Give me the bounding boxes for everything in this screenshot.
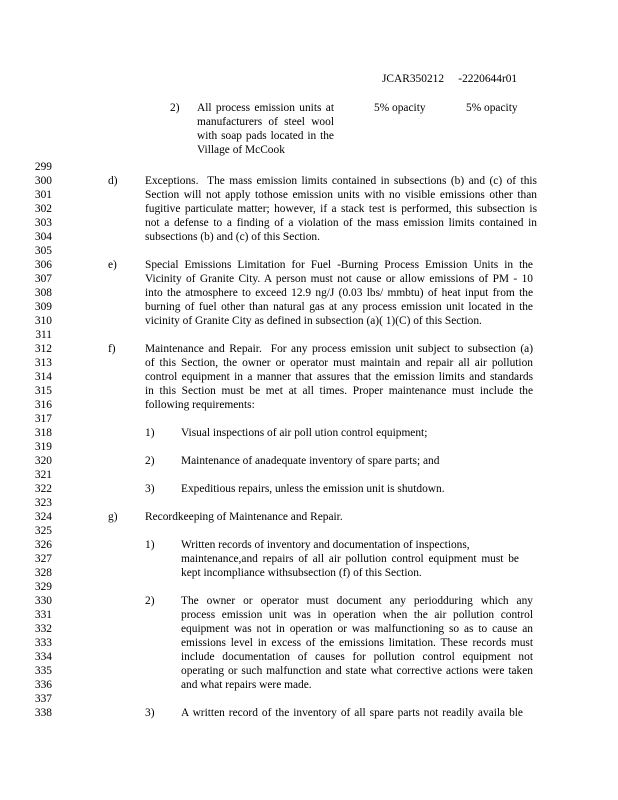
text-line: with soap pads located in the — [197, 130, 334, 142]
line-number: 306 — [34, 259, 52, 271]
line-number: 312 — [34, 343, 52, 355]
text-line: include documentation of causes for pollution control equipment not — [181, 651, 533, 663]
text-line: Vicinity of Granite City. A person must not cause or allow emissions of PM - 10 — [145, 273, 533, 285]
line-number: 333 — [34, 637, 52, 649]
table-row-number: 2) — [170, 102, 180, 114]
text-line: The owner or operator must document any periodduring which any — [181, 595, 533, 607]
line-number: 322 — [34, 483, 52, 495]
line-number: 315 — [34, 385, 52, 397]
line-number: 316 — [34, 399, 52, 411]
text-line: equipment was not in operation or was malfunctioning so as to cause an — [181, 623, 533, 635]
line-number: 330 — [34, 595, 52, 607]
line-number: 329 — [34, 581, 52, 593]
line-number: 304 — [34, 231, 52, 243]
text-line: into the atmosphere to exceed 12.9 ng/J (0.03 lbs/ mmbtu) of heat input from the — [145, 287, 533, 299]
line-number: 331 — [34, 609, 52, 621]
line-number: 303 — [34, 217, 52, 229]
list-item-number: 2) — [145, 595, 155, 607]
line-number: 319 — [34, 441, 52, 453]
text-line: emissions level in excess of the emissions limitation. These records must — [181, 637, 533, 649]
line-number: 311 — [35, 329, 52, 341]
text-line: process emission unit was in operation when the air pollution control — [181, 609, 533, 621]
text-line: operating or such malfunction and state what corrective actions were taken — [181, 665, 533, 677]
list-item-paragraph — [181, 594, 533, 692]
section-title: Recordkeeping of Maintenance and Repair. — [145, 511, 343, 523]
list-item-number: 1) — [145, 539, 155, 551]
text-line: following requirements: — [145, 399, 255, 411]
line-number: 299 — [34, 161, 52, 173]
table-row-description — [197, 101, 334, 157]
line-number: 323 — [34, 497, 52, 509]
section-e-paragraph — [145, 258, 533, 328]
line-number: 301 — [34, 189, 52, 201]
line-number: 313 — [34, 357, 52, 369]
line-number: 321 — [34, 469, 52, 481]
line-number: 318 — [34, 427, 52, 439]
list-item-text: Expeditious repairs, unless the emission unit is shutdown. — [181, 483, 445, 495]
list-item-number: 1) — [145, 427, 155, 439]
list-item-paragraph — [181, 538, 519, 580]
text-line: maintenance,and repairs of all air pollution control equipment must be — [181, 553, 519, 565]
section-letter: d) — [108, 175, 118, 187]
text-line: burning of fuel other than natural gas at any process emission unit located in the — [145, 301, 533, 313]
doc-id: JCAR350212 — [382, 73, 445, 85]
line-number: 334 — [34, 651, 52, 663]
text-line: Village of McCook — [197, 144, 285, 156]
section-letter: g) — [108, 511, 118, 523]
line-number: 307 — [34, 273, 52, 285]
line-number: 300 — [34, 175, 52, 187]
line-number: 332 — [34, 623, 52, 635]
line-number: 308 — [34, 287, 52, 299]
text-line: fugitive particulate matter; however, if a stack test is performed, this subsection is — [145, 203, 537, 215]
text-line: subsections (b) and (c) of this Section. — [145, 231, 320, 243]
line-number: 325 — [34, 525, 52, 537]
section-d-paragraph — [145, 174, 537, 244]
line-number: 327 — [34, 553, 52, 565]
list-item-text: Visual inspections of air poll ution control equipment; — [181, 427, 428, 439]
text-line: All process emission units at — [197, 102, 334, 114]
table-cell-limit-1: 5% opacity — [374, 102, 426, 114]
list-item-number: 2) — [145, 455, 155, 467]
text-line: not a defense to a finding of a violation of the mass emission limits contained in — [145, 217, 537, 229]
list-item-number: 3) — [145, 483, 155, 495]
section-letter: f) — [108, 343, 116, 355]
line-number: 320 — [34, 455, 52, 467]
text-line: manufacturers of steel wool — [197, 116, 334, 128]
list-item-number: 3) — [145, 707, 155, 719]
list-item-text: Maintenance of anadequate inventory of spare parts; and — [181, 455, 440, 467]
text-line: Exceptions. The mass emission limits contained in subsections (b) and (c) of this — [145, 175, 537, 187]
line-number: 335 — [34, 665, 52, 677]
text-line: kept incompliance withsubsection (f) of this Section. — [181, 567, 422, 579]
table-cell-limit-2: 5% opacity — [466, 102, 518, 114]
text-line: Maintenance and Repair. For any process emission unit subject to subsection (a) — [145, 343, 533, 355]
line-number: 309 — [34, 301, 52, 313]
section-f-paragraph — [145, 342, 533, 412]
text-line: A written record of the inventory of all spare parts not readily availa ble — [181, 707, 523, 719]
line-number: 336 — [34, 679, 52, 691]
text-line: of this Section, the owner or operator must maintain and repair all air pollution — [145, 357, 533, 369]
text-line: in this Section must be met at all times. Proper maintenance must include the — [145, 385, 533, 397]
line-number: 338 — [34, 707, 52, 719]
line-number: 328 — [34, 567, 52, 579]
line-number: 317 — [34, 413, 52, 425]
text-line: Written records of inventory and documentation of inspections, — [181, 539, 470, 551]
line-number: 324 — [34, 511, 52, 523]
text-line: vicinity of Granite City as defined in subsection (a)( 1)(C) of this Section. — [145, 315, 482, 327]
text-line: Special Emissions Limitation for Fuel -Burning Process Emission Units in the — [145, 259, 533, 271]
line-number: 302 — [34, 203, 52, 215]
line-number: 337 — [34, 693, 52, 705]
list-item-paragraph — [181, 706, 523, 720]
text-line: control equipment in a manner that assures that the emission limits and standards — [145, 371, 533, 383]
line-number: 310 — [34, 315, 52, 327]
document-header — [382, 73, 517, 85]
line-number: 305 — [34, 245, 52, 257]
line-number: 326 — [34, 539, 52, 551]
text-line: Section will not apply tothose emission units with no visible emissions other than — [145, 189, 537, 201]
line-number: 314 — [34, 371, 52, 383]
doc-code: -2220644r01 — [458, 73, 518, 85]
section-letter: e) — [108, 259, 117, 271]
text-line: and what repairs were made. — [181, 679, 312, 691]
